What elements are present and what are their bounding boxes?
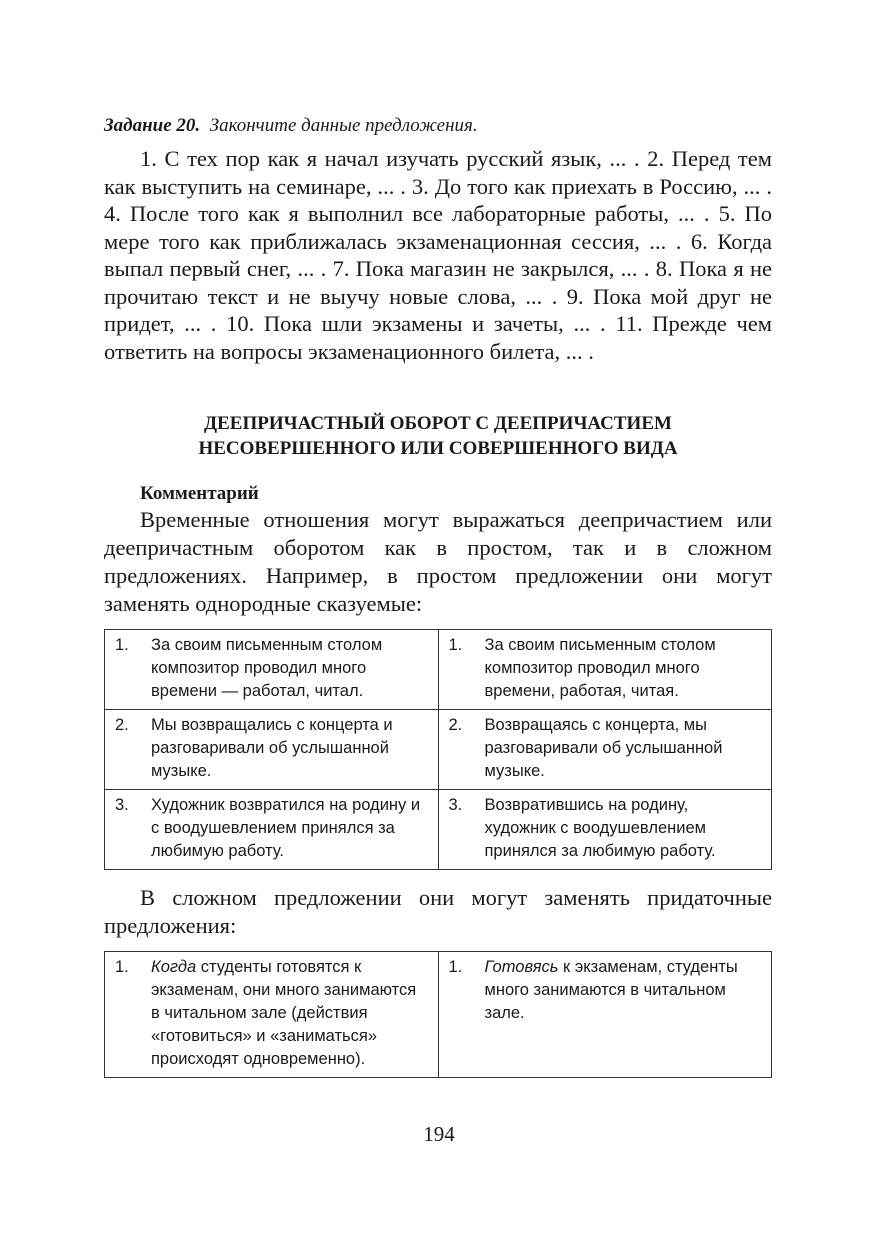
section-title-line2: НЕСОВЕРШЕННОГО ИЛИ СОВЕРШЕННОГО ВИДА — [198, 438, 678, 459]
emphasis-word: Когда — [151, 958, 197, 976]
table-cell-right — [438, 710, 772, 790]
example-text-rest: к экзаменам, студенты много занимаются в читальном зале. — [484, 958, 738, 1022]
row-number: 3. — [448, 796, 463, 814]
table-cell-left — [105, 710, 439, 790]
examples-table-simple — [104, 629, 772, 870]
example-text: Мы возвращались с концерта и разговаривали об услышанной музыке. — [151, 716, 393, 780]
row-number: 2. — [448, 716, 463, 734]
row-number: 2. — [115, 716, 129, 734]
example-text: Возвращаясь с концерта, мы разговаривали об услышанной музыке. — [484, 716, 723, 780]
table-cell-left — [105, 790, 439, 870]
comment-paragraph-1: Временные отношения могут выражаться деепричастием или деепричастным оборотом как в простом, так и в сложном предложениях. Например, в простом предложении они могут заменять однородные сказуемые: — [104, 507, 772, 616]
comment-heading: Комментарий — [140, 483, 259, 504]
example-text: Художник возвратился на родину и с воодушевлением принялся за любимую работу. — [151, 796, 421, 860]
table-row — [105, 790, 772, 870]
table-cell-right — [438, 790, 772, 870]
table-cell-right — [438, 952, 772, 1078]
row-number: 1. — [115, 958, 129, 976]
example-text — [485, 956, 762, 1025]
table-cell-left — [105, 630, 439, 710]
example-text-rest: студенты готовятся к экзаменам, они много занимаются в читальном зале (действия «готовиться» и «заниматься» происходят одновременно). — [151, 958, 417, 1068]
example-text: Возвратившись на родину, художник с воодушевлением принялся за любимую работу. — [484, 796, 716, 860]
example-text: За своим письменным столом композитор проводил много времени, работая, читая. — [484, 636, 716, 700]
example-text — [151, 956, 428, 1071]
table-row — [105, 630, 772, 710]
row-number: 1. — [448, 636, 463, 654]
task-instruction: Закончите данные предложения. — [209, 115, 478, 136]
task-label: Задание 20. — [104, 115, 201, 136]
row-number: 1. — [448, 958, 463, 976]
task-text: 1. С тех пор как я начал изучать русский язык, ... . 2. Перед тем как выступить на семинаре, ... . 3. До того как приехать в Россию, ... . 4. После того как я выполнил все лабораторные работы, ... . 5. По мере того как приближалась экзаменационная сессия, ... . 6. Когда выпал первый снег, ... . 7. Пока магазин не закрылся, ... . 8. Пока я не прочитаю текст и не выучу новые слова, ... . 9. Пока мой друг не придет, ... . 10. Пока шли экзамены и зачеты, ... . 11. Прежде чем ответить на вопросы экзаменационного билета, ... . — [104, 146, 772, 364]
table-row — [105, 710, 772, 790]
task-heading — [104, 112, 772, 139]
examples-table-complex — [104, 951, 772, 1078]
section-title-line1: ДЕЕПРИЧАСТНЫЙ ОБОРОТ С ДЕЕПРИЧАСТИЕМ — [204, 413, 672, 434]
row-number: 3. — [115, 796, 129, 814]
page-number: 194 — [423, 1122, 455, 1146]
table-row — [105, 952, 772, 1078]
comment-paragraph-2: В сложном предложении они могут заменять придаточные предложения: — [104, 885, 772, 938]
table-cell-left — [105, 952, 439, 1078]
emphasis-word: Готовясь — [484, 958, 559, 976]
section-title — [104, 411, 772, 461]
example-text: За своим письменным столом композитор проводил много времени — работал, читал. — [151, 636, 383, 700]
row-number: 1. — [115, 636, 129, 654]
page-content — [104, 112, 772, 1092]
table-cell-right — [438, 630, 772, 710]
